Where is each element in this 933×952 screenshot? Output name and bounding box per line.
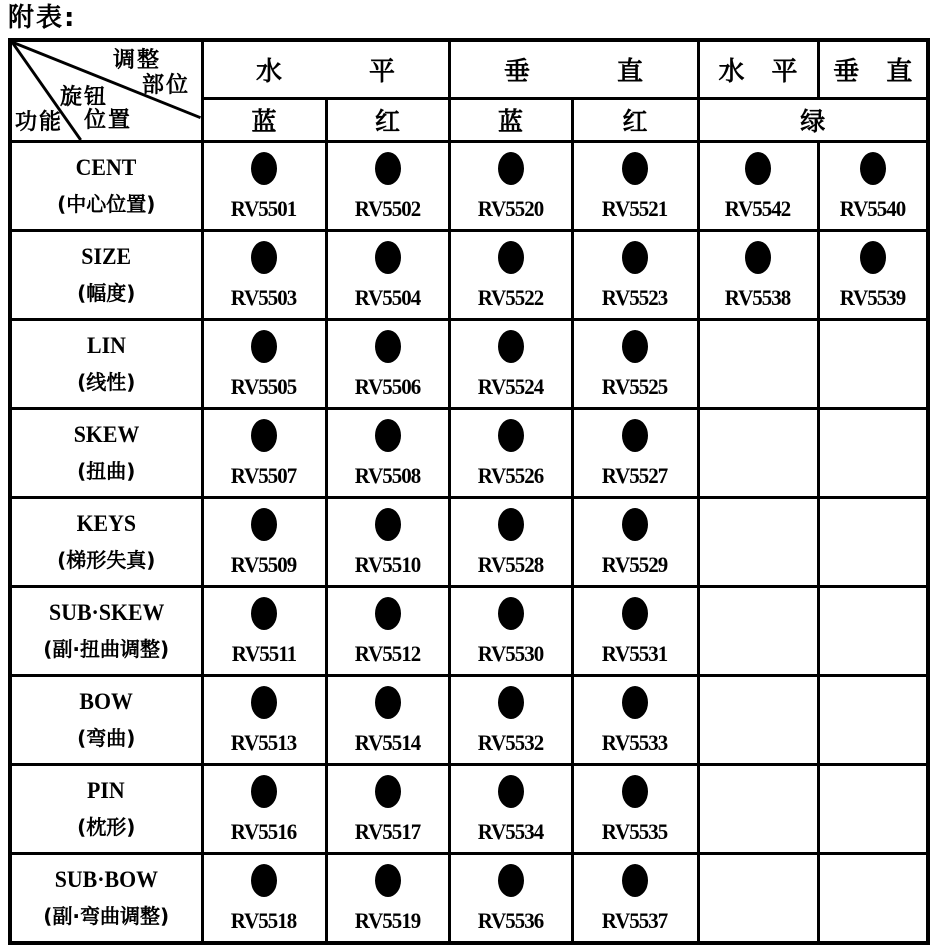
rv-number: RV5523 xyxy=(602,285,668,310)
table-row xyxy=(10,142,928,231)
empty-cell xyxy=(698,587,818,676)
rv-number: RV5518 xyxy=(231,908,297,933)
page-title: 附表: xyxy=(8,3,77,33)
dot-icon xyxy=(622,775,648,808)
rv-cell xyxy=(572,498,698,587)
empty-cell xyxy=(818,854,928,944)
dot-icon xyxy=(375,330,401,363)
col-header-red-v: 红 xyxy=(572,99,698,142)
empty-cell xyxy=(698,409,818,498)
row-name: SIZE xyxy=(81,244,132,269)
table-row xyxy=(10,409,928,498)
rv-cell xyxy=(572,320,698,409)
dot-icon xyxy=(622,330,648,363)
empty-cell xyxy=(818,320,928,409)
rv-number: RV5527 xyxy=(602,463,668,488)
col-group-vertical-sub: 垂 直 xyxy=(818,40,928,99)
rv-number: RV5535 xyxy=(602,819,668,844)
rv-number: RV5512 xyxy=(354,641,421,666)
dot-icon xyxy=(251,864,277,897)
corner-label-knob: 旋钮 xyxy=(60,85,109,110)
row-name: CENT xyxy=(75,155,137,180)
rv-cell xyxy=(326,498,449,587)
rv-cell xyxy=(449,765,572,854)
empty-cell xyxy=(698,320,818,409)
rv-cell xyxy=(326,320,449,409)
row-header xyxy=(10,409,202,498)
rv-cell xyxy=(449,142,572,231)
dot-icon xyxy=(375,864,401,897)
rv-number: RV5530 xyxy=(477,641,544,666)
col-group-vertical-main: 垂 直 xyxy=(449,40,698,99)
dot-icon xyxy=(745,241,771,274)
dot-icon xyxy=(498,330,524,363)
corner-cell xyxy=(10,40,202,142)
dot-icon xyxy=(251,419,277,452)
rv-cell xyxy=(572,587,698,676)
rv-number: RV5508 xyxy=(354,463,421,488)
dot-icon xyxy=(251,597,277,630)
row-name-chinese: (梯形失真) xyxy=(57,548,156,572)
row-name: PIN xyxy=(87,778,126,803)
dot-icon xyxy=(622,419,648,452)
table-row xyxy=(10,765,928,854)
row-name: KEYS xyxy=(76,511,136,536)
rv-cell xyxy=(202,231,326,320)
dot-icon xyxy=(375,686,401,719)
dot-icon xyxy=(498,686,524,719)
col-header-green: 绿 xyxy=(698,99,928,142)
rv-cell xyxy=(698,142,818,231)
rv-number: RV5503 xyxy=(231,285,297,310)
rv-cell xyxy=(449,854,572,944)
dot-icon xyxy=(622,864,648,897)
table-row xyxy=(10,320,928,409)
rv-number: RV5507 xyxy=(231,463,297,488)
rv-cell xyxy=(202,854,326,944)
row-header xyxy=(10,498,202,587)
row-name: SUB·SKEW xyxy=(48,600,164,625)
row-name: SKEW xyxy=(73,422,140,447)
rv-number: RV5510 xyxy=(354,552,421,577)
empty-cell xyxy=(818,765,928,854)
rv-number: RV5501 xyxy=(231,196,297,221)
dot-icon xyxy=(498,775,524,808)
dot-icon xyxy=(251,508,277,541)
dot-icon xyxy=(745,152,771,185)
rv-cell xyxy=(818,231,928,320)
dot-icon xyxy=(375,419,401,452)
rv-cell xyxy=(326,587,449,676)
rv-cell xyxy=(449,498,572,587)
rv-cell xyxy=(818,142,928,231)
dot-icon xyxy=(375,152,401,185)
dot-icon xyxy=(498,241,524,274)
rv-number: RV5516 xyxy=(231,819,297,844)
table-row xyxy=(10,676,928,765)
rv-cell xyxy=(326,676,449,765)
rv-number: RV5511 xyxy=(231,641,297,666)
rv-number: RV5526 xyxy=(477,463,544,488)
dot-icon xyxy=(251,152,277,185)
row-name-chinese: (副·扭曲调整) xyxy=(43,637,170,661)
dot-icon xyxy=(251,775,277,808)
empty-cell xyxy=(818,587,928,676)
dot-icon xyxy=(251,686,277,719)
rv-number: RV5524 xyxy=(477,374,544,399)
row-header xyxy=(10,765,202,854)
row-header xyxy=(10,142,202,231)
rv-number: RV5517 xyxy=(354,819,421,844)
corner-label-adjust: 调整 xyxy=(113,48,162,73)
rv-cell xyxy=(572,142,698,231)
rv-cell xyxy=(449,587,572,676)
col-header-blue-h: 蓝 xyxy=(202,99,326,142)
rv-cell xyxy=(572,409,698,498)
dot-icon xyxy=(375,508,401,541)
empty-cell xyxy=(698,498,818,587)
dot-icon xyxy=(622,152,648,185)
rv-cell xyxy=(449,676,572,765)
header-group-row xyxy=(10,40,928,99)
dot-icon xyxy=(860,241,886,274)
rv-cell xyxy=(202,676,326,765)
rv-cell xyxy=(572,231,698,320)
dot-icon xyxy=(498,152,524,185)
table-row xyxy=(10,854,928,944)
rv-cell xyxy=(572,765,698,854)
col-header-red-h: 红 xyxy=(326,99,449,142)
rv-cell xyxy=(572,676,698,765)
dot-icon xyxy=(860,152,886,185)
row-name-chinese: (副·弯曲调整) xyxy=(43,904,170,928)
rv-number: RV5540 xyxy=(839,196,906,221)
rv-number: RV5505 xyxy=(231,374,297,399)
col-group-horizontal-main: 水 平 xyxy=(202,40,449,99)
row-name-chinese: (扭曲) xyxy=(77,459,136,483)
empty-cell xyxy=(818,498,928,587)
rv-number: RV5525 xyxy=(602,374,668,399)
rv-number: RV5539 xyxy=(839,285,906,310)
rv-number: RV5531 xyxy=(602,641,668,666)
rv-cell xyxy=(449,409,572,498)
corner-label-function: 功能 xyxy=(15,110,64,135)
empty-cell xyxy=(698,765,818,854)
row-header xyxy=(10,587,202,676)
row-name-chinese: (线性) xyxy=(77,370,136,394)
scanned-page xyxy=(0,3,933,952)
rv-number: RV5529 xyxy=(602,552,668,577)
rv-number: RV5514 xyxy=(354,730,421,755)
rv-number: RV5534 xyxy=(477,819,544,844)
dot-icon xyxy=(622,597,648,630)
rv-number: RV5509 xyxy=(231,552,297,577)
adjustment-table xyxy=(8,38,930,945)
rv-cell xyxy=(698,231,818,320)
rv-cell xyxy=(202,320,326,409)
table-row xyxy=(10,587,928,676)
table-body xyxy=(10,142,928,944)
empty-cell xyxy=(818,409,928,498)
rv-number: RV5533 xyxy=(602,730,668,755)
rv-cell xyxy=(202,765,326,854)
rv-cell xyxy=(572,854,698,944)
dot-icon xyxy=(498,508,524,541)
rv-cell xyxy=(202,587,326,676)
row-name-chinese: (幅度) xyxy=(77,281,136,305)
corner-label-position: 位置 xyxy=(84,108,133,133)
rv-cell xyxy=(326,409,449,498)
rv-cell xyxy=(326,854,449,944)
table-row xyxy=(10,498,928,587)
dot-icon xyxy=(622,241,648,274)
rv-number: RV5532 xyxy=(477,730,544,755)
rv-number: RV5513 xyxy=(231,730,297,755)
rv-cell xyxy=(449,231,572,320)
row-name: LIN xyxy=(86,333,126,358)
rv-number: RV5504 xyxy=(354,285,421,310)
row-name: BOW xyxy=(79,689,133,714)
rv-cell xyxy=(326,142,449,231)
dot-icon xyxy=(622,508,648,541)
row-header xyxy=(10,854,202,944)
rv-number: RV5502 xyxy=(354,196,421,221)
dot-icon xyxy=(375,775,401,808)
rv-number: RV5506 xyxy=(354,374,421,399)
dot-icon xyxy=(375,241,401,274)
corner-label-part: 部位 xyxy=(142,73,191,98)
row-header xyxy=(10,676,202,765)
empty-cell xyxy=(698,676,818,765)
dot-icon xyxy=(498,597,524,630)
rv-cell xyxy=(449,320,572,409)
empty-cell xyxy=(698,854,818,944)
rv-number: RV5536 xyxy=(477,908,544,933)
rv-number: RV5522 xyxy=(477,285,544,310)
dot-icon xyxy=(498,419,524,452)
rv-number: RV5542 xyxy=(725,196,791,221)
col-group-horizontal-sub: 水 平 xyxy=(698,40,818,99)
dot-icon xyxy=(622,686,648,719)
row-name-chinese: (弯曲) xyxy=(77,726,136,750)
col-header-blue-v: 蓝 xyxy=(449,99,572,142)
rv-number: RV5538 xyxy=(725,285,791,310)
row-name: SUB·BOW xyxy=(54,867,158,892)
rv-cell xyxy=(202,409,326,498)
rv-cell xyxy=(326,231,449,320)
rv-cell xyxy=(202,498,326,587)
row-header xyxy=(10,320,202,409)
dot-icon xyxy=(375,597,401,630)
dot-icon xyxy=(251,241,277,274)
empty-cell xyxy=(818,676,928,765)
dot-icon xyxy=(251,330,277,363)
rv-number: RV5528 xyxy=(477,552,544,577)
rv-cell xyxy=(202,142,326,231)
rv-number: RV5519 xyxy=(354,908,421,933)
rv-number: RV5520 xyxy=(477,196,544,221)
table-row xyxy=(10,231,928,320)
row-header xyxy=(10,231,202,320)
dot-icon xyxy=(498,864,524,897)
rv-cell xyxy=(326,765,449,854)
rv-number: RV5537 xyxy=(602,908,668,933)
row-name-chinese: (中心位置) xyxy=(57,192,156,216)
row-name-chinese: (枕形) xyxy=(77,815,136,839)
rv-number: RV5521 xyxy=(602,196,668,221)
